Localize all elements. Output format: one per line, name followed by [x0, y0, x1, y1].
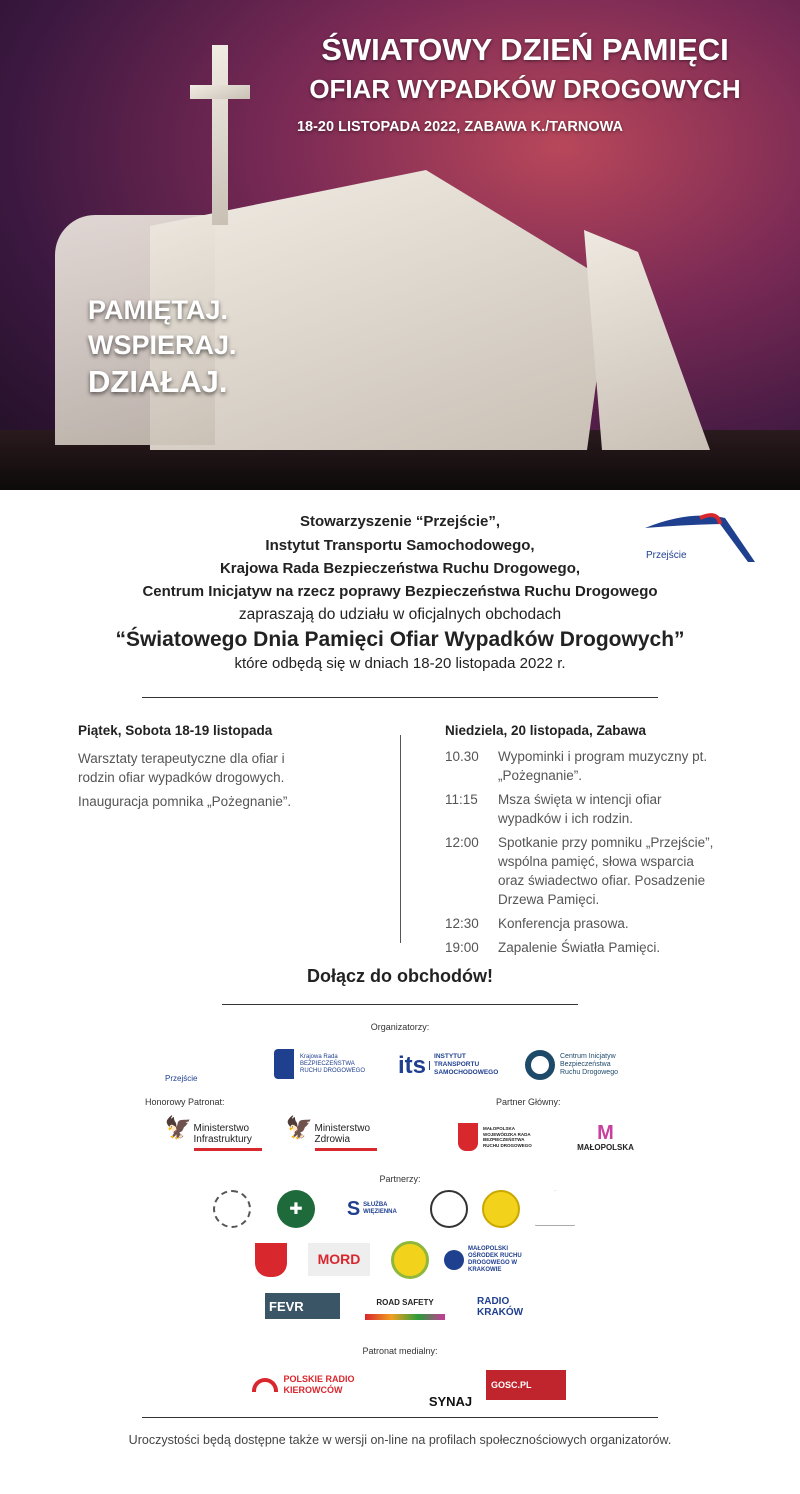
- honorary-label: Honorowy Patronat:: [145, 1097, 225, 1107]
- crest-icon: [458, 1123, 478, 1151]
- schedule-item: [445, 938, 745, 957]
- left-item: Warsztaty terapeutyczne dla ofiar i rodzin ofiar wypadków drogowych.: [78, 751, 285, 785]
- logo-text: Ministerstwo Infrastruktury: [194, 1123, 262, 1151]
- slogan-1: PAMIĘTAJ.: [88, 295, 229, 325]
- cross-icon: [190, 45, 250, 225]
- its-mark: its: [398, 1061, 430, 1070]
- logo-polskie-radio-kierowcow: [245, 1365, 365, 1405]
- logo-synaj: [428, 1362, 473, 1409]
- time: 12:30: [445, 916, 479, 931]
- time: 10.30: [445, 749, 479, 764]
- organizer-2: Instytut Transportu Samochodowego,: [265, 537, 535, 554]
- right-header: Niedziela, 20 listopada, Zabawa: [445, 723, 647, 738]
- malopolska-icon: M: [597, 1121, 614, 1144]
- partners-label: Partnerzy:: [379, 1174, 421, 1184]
- logo-fevr: [265, 1293, 340, 1319]
- logo-gosc: [486, 1370, 566, 1400]
- invite-text: zapraszają do udziału w oficjalnych obchodach: [238, 606, 562, 623]
- logo-text: MORD: [317, 1251, 361, 1267]
- join-heading: Dołącz do obchodów!: [307, 966, 493, 986]
- slogan-3: DZIAŁAJ.: [88, 364, 228, 399]
- desc: Msza święta w intencji ofiar wypadków i ich rodzin.: [498, 792, 662, 826]
- logo-text: Ministerstwo Zdrowia: [315, 1123, 377, 1151]
- desc: Spotkanie przy pomniku „Przejście”, wspólna pamięć, słowa wsparcia oraz świadectwo ofiar. Posadzenie Drzewa Pamięci.: [498, 835, 714, 907]
- logo-text: SYNAJ: [428, 1394, 473, 1409]
- logo-road-safety: [365, 1292, 445, 1320]
- event-dates: które odbędą się w dniach 18-20 listopada 2022 r.: [234, 655, 566, 672]
- desc: Wypominki i program muzyczny pt. „Pożegnanie”.: [498, 749, 708, 783]
- logo-text: SŁUŻBA WIĘZIENNA: [363, 1202, 397, 1215]
- mord-icon: [444, 1250, 464, 1270]
- desc: Konferencja prasowa.: [498, 916, 629, 931]
- logo-text: RADIO KRAKÓW: [477, 1296, 524, 1318]
- przejscie-logo-text: Przejście: [646, 550, 687, 561]
- logo-mord-krakow: [444, 1244, 539, 1276]
- divider: [222, 1004, 578, 1005]
- logo-tarnow-crest: [255, 1243, 287, 1277]
- logo-text: MAŁOPOLSKA: [577, 1142, 634, 1152]
- column-divider: [400, 735, 401, 943]
- logo-malopolska: [578, 1116, 633, 1158]
- divider: [142, 1417, 658, 1418]
- logo-yellow-seal: [482, 1190, 520, 1228]
- slogan-2: WSPIERAJ.: [88, 330, 237, 360]
- logo-green-cross: ✚: [277, 1190, 315, 1228]
- time: 19:00: [445, 940, 479, 955]
- schedule-item: [445, 747, 745, 785]
- organizer-1: Stowarzyszenie “Przejście”,: [299, 513, 501, 530]
- logo-angel: [535, 1190, 575, 1226]
- media-label: Patronat medialny:: [362, 1346, 438, 1356]
- main-partner-label: Partner Główny:: [496, 1097, 561, 1107]
- sw-icon: S: [346, 1197, 361, 1220]
- hero-subtitle: 18-20 LISTOPADA 2022, ZABAWA K./TARNOWA: [296, 119, 624, 135]
- eagle-icon: 🦅: [164, 1115, 193, 1140]
- event-name: “Światowego Dnia Pamięci Ofiar Wypadków Drogowych”: [115, 628, 685, 651]
- logo-cibrd: [525, 1048, 630, 1082]
- logo-sluzba-wiezienna: [335, 1192, 415, 1226]
- time: 11:15: [445, 792, 478, 807]
- organizers-label: Organizatorzy:: [370, 1022, 430, 1032]
- logo-text: INSTYTUT TRANSPORTU SAMOCHODOWEGO: [434, 1053, 499, 1076]
- hero-title-line1: ŚWIATOWY DZIEŃ PAMIĘCI: [321, 32, 729, 67]
- time: 12:00: [445, 835, 479, 850]
- cibrd-icon: [525, 1050, 555, 1080]
- eagle-icon: 🦅: [285, 1115, 314, 1140]
- footer-note: Uroczystości będą dostępne także w wersji on-line na profilach społecznościowych organizatorów.: [128, 1433, 672, 1447]
- program-left: [78, 721, 378, 811]
- logo-its: [398, 1050, 508, 1080]
- logo-text: Przejście: [165, 1074, 198, 1083]
- logo-police: [213, 1190, 251, 1228]
- organizer-3: Krajowa Rada Bezpieczeństwa Ruchu Drogowego,: [219, 560, 581, 577]
- logo-text: MAŁOPOLSKI OŚRODEK RUCHU DROGOWEGO W KRAKOWIE: [468, 1246, 522, 1273]
- hero-banner: [0, 0, 800, 490]
- logo-text: Krajowa Rada BEZPIECZEŃSTWA RUCHU DROGOWEGO: [300, 1053, 365, 1074]
- logo-text: MAŁOPOLSKA WOJEWÓDZKA RADA BEZPIECZEŃSTWA RUCHU DROGOWEGO: [483, 1126, 532, 1148]
- logo-text: GOSC.PL: [491, 1379, 532, 1390]
- program-right: [445, 721, 745, 962]
- logo-text: FEVR: [269, 1298, 304, 1314]
- schedule-item: [445, 790, 745, 828]
- logo-text: POLSKIE RADIO KIEROWCÓW: [283, 1374, 355, 1395]
- logo-text: Centrum Inicjatyw Bezpieczeństwa Ruchu Drogowego: [560, 1053, 618, 1076]
- logo-mord: [308, 1243, 370, 1276]
- logo-min-infrastruktury: [160, 1115, 265, 1156]
- speedometer-icon: [252, 1378, 278, 1392]
- schedule-item: [445, 914, 745, 933]
- logo-text: ROAD SAFETY: [376, 1297, 434, 1307]
- organizer-4: Centrum Inicjatyw na rzecz poprawy Bezpieczeństwa Ruchu Drogowego: [142, 583, 658, 600]
- logo-mwrbrd: [458, 1118, 538, 1156]
- logo-krbrd: [272, 1048, 372, 1080]
- desc: Zapalenie Światła Pamięci.: [498, 940, 661, 955]
- przejscie-logo: [640, 510, 758, 566]
- left-item: Inauguracja pomnika „Pożegnanie”.: [78, 794, 292, 809]
- logo-min-zdrowia: [278, 1115, 383, 1156]
- logo-road-circle: [391, 1241, 429, 1279]
- logo-radio-krakow: [467, 1292, 537, 1322]
- schedule-item: [445, 833, 745, 909]
- divider: [142, 697, 658, 698]
- krbrd-icon: [274, 1049, 294, 1079]
- hero-title-line2: OFIAR WYPADKÓW DROGOWYCH: [309, 74, 741, 104]
- logo-przejscie: [165, 1045, 237, 1083]
- left-header: Piątek, Sobota 18-19 listopada: [78, 723, 273, 738]
- logo-seal: [430, 1190, 468, 1228]
